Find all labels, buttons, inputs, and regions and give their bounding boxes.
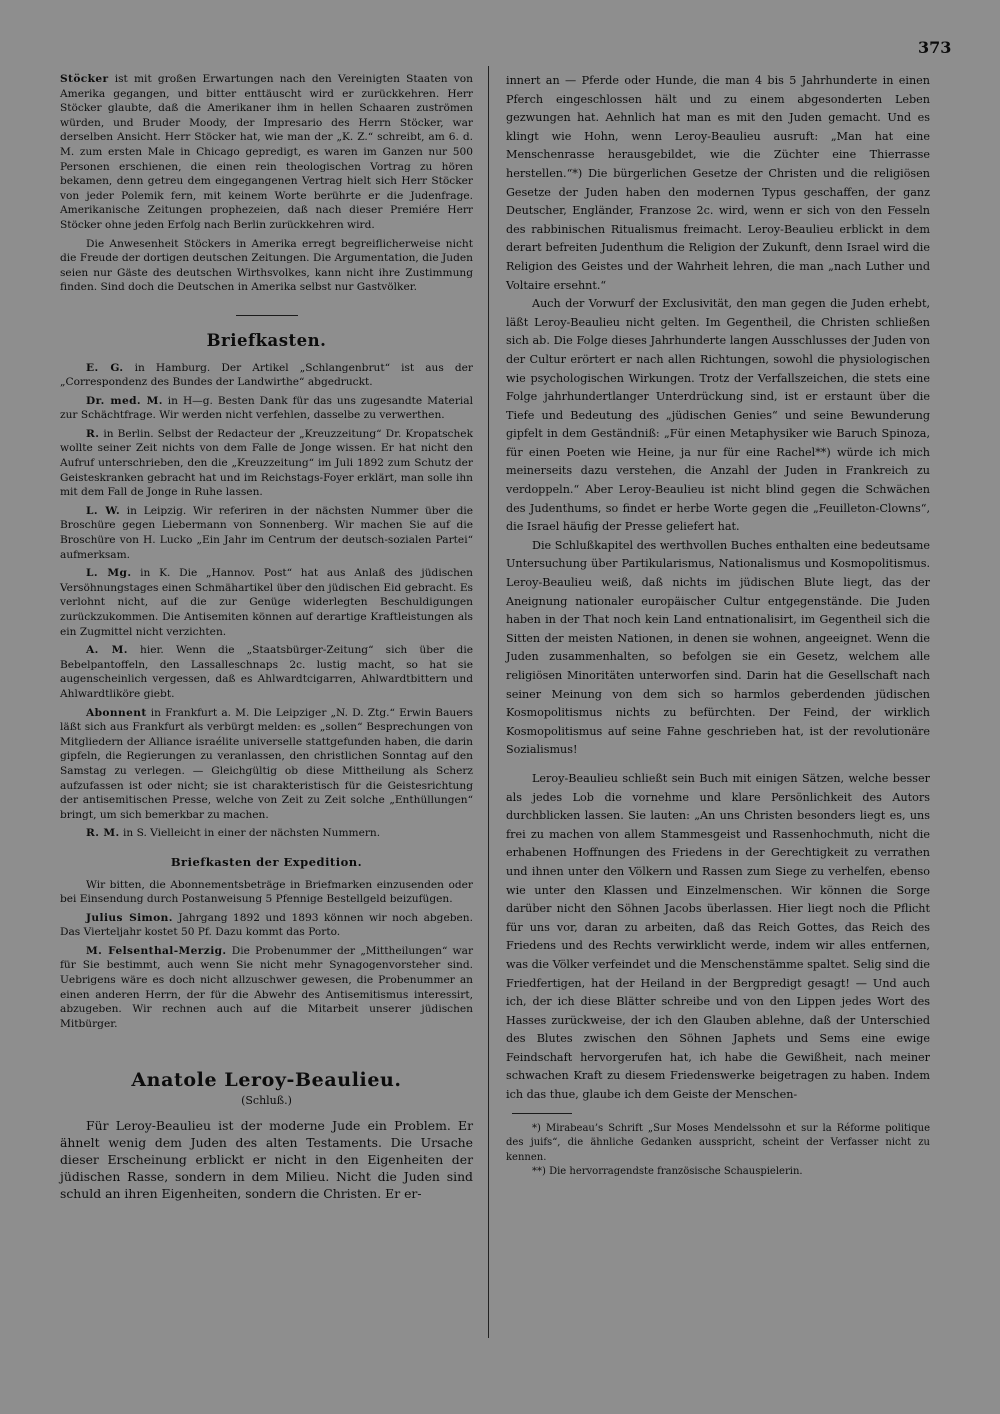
letter-entry-text: in Hamburg. Der Artikel „Schlangenbrut“ ist aus der „Correspondenz des Bundes der Landwirthe“ abgedruckt.	[60, 361, 473, 389]
letter-entry-text: in H—g. Besten Dank für das uns zugesandte Material zur Schächtfrage. Wir werden nicht verfehlen, dasselbe zu verwerthen.	[60, 394, 473, 422]
letter-entry	[60, 826, 473, 841]
stoecker-paragraph-2: Die Anwesenheit Stöckers in Amerika erregt begreiflicherweise nicht die Freude der dortigen deutschen Zeitungen. Die Argumentation, die Juden seien nur Gäste des deutschen Wirthsvolkes, kann nicht ihre Zustimmung finden. Sind doch die Deutschen in Amerika selbst nur Gastvölker.	[60, 237, 473, 294]
briefkasten-title: Briefkasten.	[206, 330, 327, 350]
letter-entry-lead: L. Mg.	[86, 567, 132, 580]
stoecker-paragraph	[60, 72, 473, 233]
letter-entry	[60, 566, 473, 639]
section-divider	[236, 315, 298, 316]
article-subtitle: (Schluß.)	[241, 1094, 292, 1108]
footnote: **) Die hervorragendste französische Schauspielerin.	[532, 1166, 803, 1178]
letter-entry-lead: R.	[86, 427, 100, 440]
expedition-entry-lead: M. Felsenthal-Merzig.	[86, 944, 227, 957]
article-paragraph: Die Schlußkapitel des werthvollen Buches enthalten eine bedeutsame Untersuchung über Partikularismus, Nationalismus und Kosmopolitismus. Leroy-Beaulieu weiß, daß nichts im jüdischen Blute liegt, das der Aneignung nationaler europäischer Cultur entgegenstände. Die Juden haben in der That noch kein Land entnationalisirt, im Gegentheil sich die Sitten der meisten Nationen, in denen sie wohnen, angeeignet. Wenn die Juden zusammenhalten, so befolgen sie ein Gesetz, welchem alle religiösen Minoritäten unterworfen sind. Darin hat die Gesellschaft nach seiner Meinung von dem sich so harmlos geberdenden jüdischen Kosmopolitismus nichts zu befürchten. Der Feind, der wirklich Kosmopolitismus auf seine Fahne geschrieben hat, ist der revolutionäre Sozialismus!	[506, 538, 930, 757]
letter-entry	[60, 427, 473, 500]
letter-entry-lead: Dr. med. M.	[86, 394, 163, 407]
article-paragraph: innert an — Pferde oder Hunde, die man 4 bis 5 Jahrhunderte in einen Pferch eingeschlossen hält und zu einem abgesonderten Leben gezwungen hat. Aehnlich hat man es mit den Juden gemacht. Und es klingt wie Hohn, wenn Leroy-Beaulieu ausruft: „Man hat eine Menschenrasse herausgebildet, wie die Züchter eine Thierrasse herstellen.“*) Die bürgerlichen Gesetze der Christen und die religiösen Gesetze der Juden haben den modernen Typus geschaffen, der ganz Deutscher, Engländer, Franzose 2c. wird, wenn er sich von den Fesseln des rabbinischen Ritualismus freimacht. Leroy-Beaulieu erblickt in dem derart befreiten Judenthum die Religion der Zukunft, denn Israel wird die Religion des Geistes und der Wahrheit lehren, die man „nach Luther und Voltaire ersehnt.“	[506, 74, 930, 292]
letter-entry-text: in S. Vielleicht in einer der nächsten Nummern.	[122, 827, 381, 840]
article-paragraph: Leroy-Beaulieu schließt sein Buch mit einigen Sätzen, welche besser als jedes Lob die vornehme und klare Persönlichkeit des Autors durchblicken lassen. Sie lauten: „An uns Christen besonders liegt es, uns frei zu machen von allem Stammesgeist und Rassenhochmuth, nicht die erhabenen Hoffnungen des Friedens in der Gerechtigkeit zu verrathen und ihnen unter den Völkern und Rassen zum Siege zu verhelfen, ebenso wie unter den Klassen und Einzelmenschen. Wir können die Sorge darüber nicht den Söhnen Jacobs überlassen. Hier liegt noch die Pflicht für uns vor, daran zu arbeiten, daß das Reich Gottes, das Reich des Friedens und des Rechts verwirklicht werde, indem wir alles entfernen, was die Völker verfeindet und die Menschenstämme spaltet. Selig sind die Friedfertigen, hat der Heiland in der Bergpredigt gesagt! — Und auch ich, der ich diese Blätter schreibe und von den Lippen jedes Wort des Hasses zurückweise, der ich den Glauben ablehne, daß der Unterschied des Blutes zwischen den Söhnen Japhets und Sems eine ewige Feindschaft hervorgerufen hat, ich habe die Gewißheit, nach meiner schwachen Kraft zu diesem Friedenswerke beigetragen zu haben. Indem ich das thue, glaube ich dem Geiste der Menschen-	[506, 771, 930, 1102]
stoecker-text: ist mit großen Erwartungen nach den Vereinigten Staaten von Amerika gegangen, und bitter enttäuscht wird er zurückkehren. Herr Stöcker glaubte, daß die Amerikaner ihm in hellen Schaaren zuströmen würden, und Bruder Moody, der Impresario des Herrn Stöcker, war derselben Ansicht. Herr Stöcker hat, wie man der „K. Z.“ schreibt, am 6. d. M. zum ersten Male in Chicago gepredigt, es waren im Ganzen nur 500 Personen erschienen, die einen rein theologischen Vortrag zu hören bekamen, denn getreu dem eingegangenen Vertrag hielt sich Herr Stöcker von jeder Polemik fern, mit keinem Worte berührte er die Judenfrage. Amerikanische Zeitungen prophezeien, daß nach dieser Premiére Herr Stöcker ohne jeden Erfolg nach Berlin zurückkehren wird.	[60, 73, 473, 231]
letter-entry-text: in Leipzig. Wir referiren in der nächsten Nummer über die Broschüre gegen Liebermann von Sonnenberg. Wir machen Sie auf die Broschüre von H. Lucko „Ein Jahr im Centrum der deutsch-sozialen Partei“ aufmerksam.	[60, 504, 474, 561]
stoecker-lead: Stöcker	[60, 73, 109, 85]
letter-entry-lead: A. M.	[86, 644, 128, 657]
letter-entry	[60, 361, 473, 390]
article-title: Anatole Leroy-Beaulieu.	[131, 1069, 402, 1092]
page-number: 373	[918, 38, 952, 57]
right-column	[506, 72, 930, 1180]
letter-entry-lead: E. G.	[86, 361, 124, 374]
letter-entry	[60, 706, 473, 823]
letter-entry-text: in Frankfurt a. M. Die Leipziger „N. D. Ztg.“ Erwin Bauers läßt sich aus Frankfurt als verbürgt melden: es „sollen“ Besprechungen von Mitgliedern der Alliance israélite universelle stattgefunden haben, die darin gipfeln, die Regierungen zu veranlassen, den christlichen Sonntag auf den Samstag zu verlegen. — Gleichgültig ob diese Mittheilung als Scherz aufzufassen ist oder nicht; sie ist charakteristisch für die Geistesrichtung der antisemitischen Presse, welche von Zeit zu Zeit solche „Enthüllungen“ bringt, um sich bemerkbar zu machen.	[60, 706, 473, 821]
letter-entry-lead: L. W.	[86, 504, 121, 517]
expedition-title: Briefkasten der Expedition.	[170, 854, 363, 869]
expedition-entry-text: Die Probenummer der „Mittheilungen“ war für Sie bestimmt, auch wenn Sie nicht mehr Synagogenvorsteher sind. Uebrigens wäre es doch nicht allzuschwer gewesen, die Probenummer an einen anderen Herrn, der für die Abwehr des Antisemitismus interessirt, abzugeben. Wir rechnen auch auf die Mitarbeit unserer jüdischen Mitbürger.	[60, 944, 474, 1030]
letter-entry	[60, 504, 473, 562]
letter-entry-lead: Abonnent	[86, 706, 147, 719]
expedition-entry-lead: Julius Simon.	[86, 911, 173, 924]
column-rule	[488, 66, 489, 1338]
expedition-text: Wir bitten, die Abonnementsbeträge in Briefmarken einzusenden oder bei Einsendung durch Postanweisung 5 Pfennige Bestellgeld beizufügen.	[60, 878, 473, 906]
letter-entry-lead: R. M.	[86, 827, 120, 840]
expedition-entry	[60, 944, 473, 1032]
article-paragraph: Auch der Vorwurf der Exclusivität, den man gegen die Juden erhebt, läßt Leroy-Beaulieu nicht gelten. Im Gegentheil, die Christen schließen sich ab. Die Folge dieses Jahrhunderte langen Ausschlusses der Juden von der Cultur erörtert er nach allen Richtungen, sowohl die physiologischen wie psychologischen Wirkungen. Trotz der Verfallszeichen, die stets eine Folge jahrhundertlanger Unterdrückung sind, ist er erstaunt über die Tiefe und Bedeutung des „jüdischen Genies“ und seine Bewunderung gipfelt in dem Geständniß: „Für einen Metaphysiker wie Baruch Spinoza, für einen Poeten wie Heine, ja nur für eine Rachel**) würde ich mich meinerseits dazu verstehen, die Anzahl der Juden in Frankreich zu verdoppeln.“ Aber Leroy-Beaulieu ist nicht blind gegen die Schwächen des Judenthums, so findet er herbe Worte gegen die „Feuilleton-Clowns“, die Israel häufig der Presse geliefert hat.	[506, 297, 930, 534]
letter-entry-text: in K. Die „Hannov. Post“ hat aus Anlaß des jüdischen Versöhnungstages einen Schmähartikel über den jüdischen Eid gebracht. Es verlohnt nicht, auf die zur Genüge widerlegten Beschuldigungen zurückzukommen. Die Antisemiten können auf derartige Kraftleistungen als ein Zugmittel nicht verzichten.	[60, 567, 473, 638]
letter-entry	[60, 394, 473, 423]
letter-entry-text: in Berlin. Selbst der Redacteur der „Kreuzzeitung“ Dr. Kropatschek wollte seiner Zeit nichts von dem Falle de Jonge wissen. Er hat nicht den Aufruf unterschrieben, den die „Kreuzzeitung“ im Juli 1892 zum Schutz der Geisteskranken gebracht hat und im Reichstags-Foyer erklärt, man solle ihn mit dem Fall de Jonge in Ruhe lassen.	[60, 427, 473, 499]
footnote: *) Mirabeau’s Schrift „Sur Moses Mendelssohn et sur la Réforme politique des juifs“, die ähnliche Gedanken ausspricht, scheint der Verfasser nicht zu kennen.	[506, 1122, 930, 1163]
footnotes	[506, 1122, 930, 1180]
article-paragraph: Für Leroy-Beaulieu ist der moderne Jude ein Problem. Er ähnelt wenig dem Juden des alten Testaments. Die Ursache dieser Erscheinung erblickt er nicht in den Eigenheiten der jüdischen Rasse, sondern in dem Milieu. Nicht die Juden sind schuld an ihren Eigenheiten, sondern die Christen. Er er-	[60, 1117, 473, 1202]
left-column	[60, 72, 473, 1203]
expedition-entry	[60, 911, 473, 940]
letter-entry	[60, 643, 473, 701]
letter-entry-text: hier. Wenn die „Staatsbürger-Zeitung“ sich über die Bebelpantoffeln, den Lassalleschnaps 2c. lustig macht, so hat sie augenscheinlich vergessen, daß es Ahlwardtcigarren, Ahlwardtbittern und Ahlwardtliköre giebt.	[60, 644, 473, 700]
expedition-entry-text: Jahrgang 1892 und 1893 können wir noch abgeben. Das Vierteljahr kostet 50 Pf. Dazu kommt das Porto.	[60, 911, 473, 939]
footnote-rule	[512, 1113, 572, 1114]
